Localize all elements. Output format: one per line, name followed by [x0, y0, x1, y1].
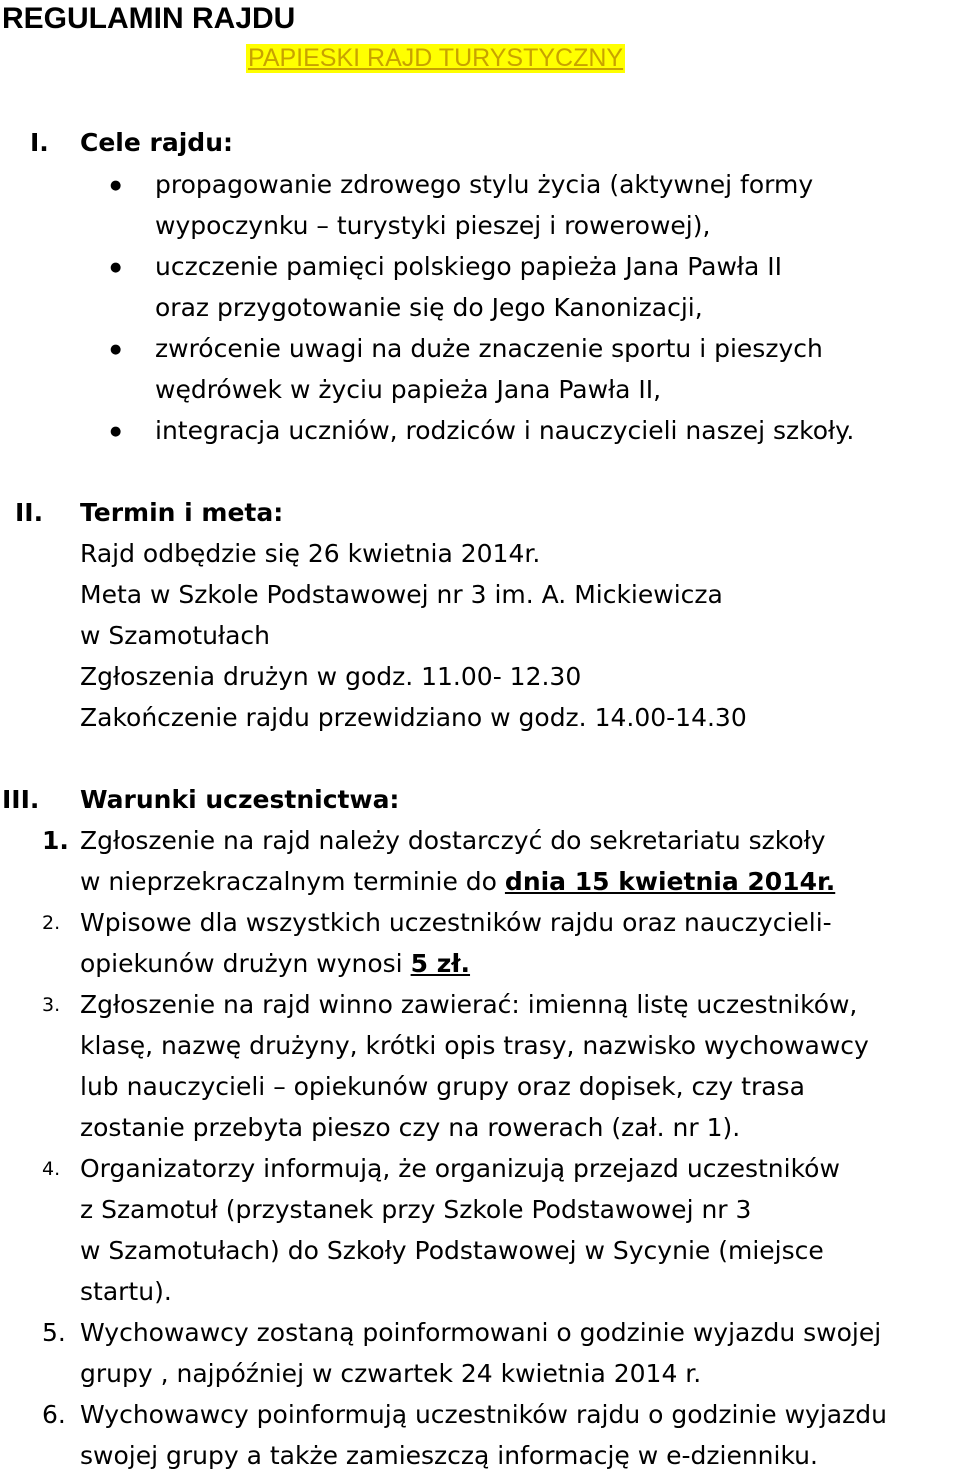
bullet-1-line-2: wypoczynku – turystyki pieszej i rowerowej),: [155, 211, 711, 240]
item-3-line-2: klasę, nazwę drużyny, krótki opis trasy, nazwisko wychowawcy: [80, 1031, 869, 1060]
item-5-line-2: grupy , najpóźniej w czwartek 24 kwietnia 2014 r.: [80, 1359, 702, 1388]
item-4-line-4: startu).: [80, 1277, 172, 1306]
section-3-heading: Warunki uczestnictwa:: [80, 785, 400, 814]
bullet-icon: ●: [110, 260, 122, 275]
bullet-icon: ●: [110, 342, 122, 357]
section-2-line-5: Zakończenie rajdu przewidziano w godz. 14.00-14.30: [80, 703, 747, 732]
item-1-line-1: Zgłoszenie na rajd należy dostarczyć do sekretariatu szkoły: [80, 826, 826, 855]
item-2-line-1: Wpisowe dla wszystkich uczestników rajdu oraz nauczycieli-: [80, 908, 832, 937]
section-1-heading: Cele rajdu:: [80, 128, 233, 157]
section-2-line-1: Rajd odbędzie się 26 kwietnia 2014r.: [80, 539, 541, 568]
bullet-2-line-1: uczczenie pamięci polskiego papieża Jana Pawła II: [155, 252, 783, 281]
item-2-line-2: [80, 949, 470, 978]
bullet-3-line-1: zwrócenie uwagi na duże znaczenie sportu i pieszych: [155, 334, 823, 363]
item-1-line-2-text: w nieprzekraczalnym terminie do: [80, 867, 505, 896]
bullet-icon: ●: [110, 178, 122, 193]
bullet-4-line-1: integracja uczniów, rodziców i nauczycieli naszej szkoły.: [155, 416, 855, 445]
bullet-3-line-2: wędrówek w życiu papieża Jana Pawła II,: [155, 375, 662, 404]
item-4-line-3: w Szamotułach) do Szkoły Podstawowej w Sycynie (miejsce: [80, 1236, 824, 1265]
section-2-heading: Termin i meta:: [80, 498, 284, 527]
item-4-line-2: z Szamotuł (przystanek przy Szkole Podstawowej nr 3: [80, 1195, 752, 1224]
section-2-line-4: Zgłoszenia drużyn w godz. 11.00- 12.30: [80, 662, 582, 691]
item-4-number: 4.: [42, 1158, 61, 1180]
item-1-line-2: [80, 867, 835, 896]
item-2-fee: 5 zł.: [410, 949, 471, 978]
section-2-number: II.: [15, 498, 44, 527]
item-2-number: 2.: [42, 912, 61, 934]
item-6-line-1: Wychowawcy poinformują uczestników rajdu o godzinie wyjazdu: [80, 1400, 887, 1429]
item-4-line-1: Organizatorzy informują, że organizują przejazd uczestników: [80, 1154, 840, 1183]
section-2-line-3: w Szamotułach: [80, 621, 271, 650]
item-3-line-1: Zgłoszenie na rajd winno zawierać: imienną listę uczestników,: [80, 990, 858, 1019]
bullet-1-line-1: propagowanie zdrowego stylu życia (aktywnej formy: [155, 170, 814, 199]
item-5-line-1: Wychowawcy zostaną poinformowani o godzinie wyjazdu swojej: [80, 1318, 882, 1347]
document-title: REGULAMIN RAJDU: [2, 2, 296, 35]
section-3-number: III.: [2, 785, 40, 814]
item-1-deadline: dnia 15 kwietnia 2014r.: [504, 867, 836, 896]
item-5-number: 5.: [42, 1318, 66, 1347]
bullet-2-line-2: oraz przygotowanie się do Jego Kanonizacji,: [155, 293, 703, 322]
section-2-line-2: Meta w Szkole Podstawowej nr 3 im. A. Mickiewicza: [80, 580, 723, 609]
document-subtitle: PAPIESKI RAJD TURYSTYCZNY: [248, 44, 624, 72]
item-3-line-3: lub nauczycieli – opiekunów grupy oraz dopisek, czy trasa: [80, 1072, 805, 1101]
item-6-number: 6.: [42, 1400, 66, 1429]
item-1-number: 1.: [42, 826, 69, 855]
item-2-line-2-text: opiekunów drużyn wynosi: [80, 949, 411, 978]
item-3-line-4: zostanie przebyta pieszo czy na rowerach (zał. nr 1).: [80, 1113, 741, 1142]
section-1-number: I.: [30, 128, 49, 157]
item-3-number: 3.: [42, 994, 61, 1016]
item-6-line-2: swojej grupy a także zamieszczą informację w e-dzienniku.: [80, 1441, 818, 1470]
list-item: [155, 170, 955, 199]
bullet-icon: ●: [110, 424, 122, 439]
